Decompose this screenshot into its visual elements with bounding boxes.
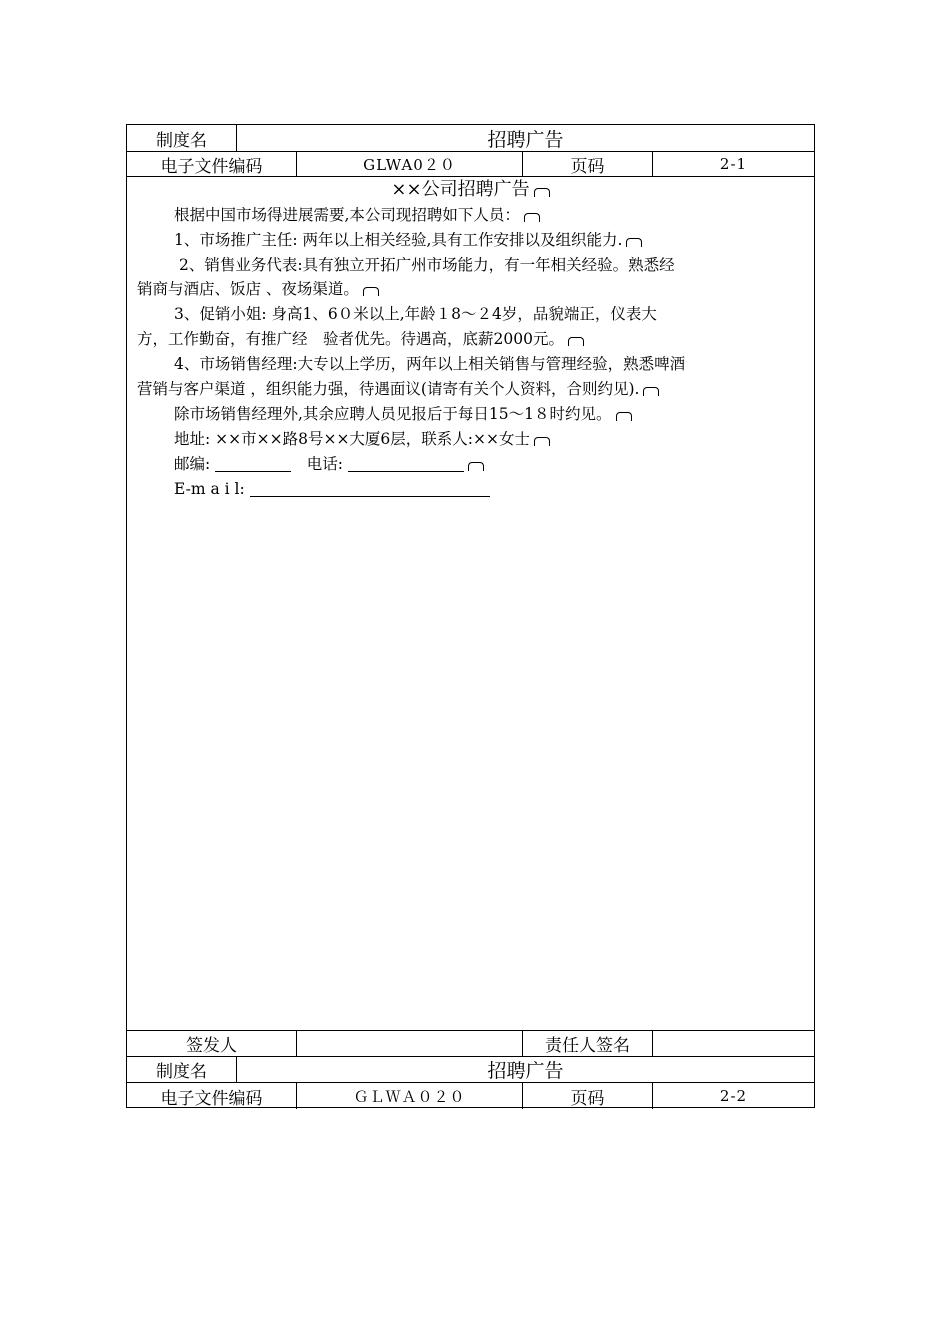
document-form	[126, 124, 815, 1108]
paragraph-mark-icon	[363, 287, 379, 296]
item-2-line-1: 2、销售业务代表:具有独立开拓广州市场能力，有一年相关经验。熟悉经	[179, 256, 675, 274]
file-code-label: 电子文件编码	[127, 152, 297, 176]
document-title: ××公司招聘广告	[127, 177, 814, 203]
note-paragraph: 除市场销售经理外,其余应聘人员见报后于每日15～1８时约见。	[137, 402, 806, 426]
signature-row	[127, 1031, 814, 1057]
item-1: 1、市场推广主任: 两年以上相关经验,具有工作安排以及组织能力.	[137, 228, 806, 252]
item-3-line-1: 3、促销小姐: 身高1、6０米以上,年龄１8～２4岁，品貌端正，仪表大	[174, 305, 657, 323]
paragraph-mark-icon	[534, 188, 550, 197]
footer-system-name-value: 招聘广告	[487, 1060, 564, 1082]
responsible-value	[653, 1031, 814, 1056]
footer-file-code-label: 电子文件编码	[127, 1083, 297, 1109]
paragraph-mark-icon	[534, 437, 550, 446]
item-2-line-2: 销商与酒店、饭店 、夜场渠道。	[137, 277, 806, 301]
email-blank	[250, 482, 490, 497]
footer-page-value: 2-2	[719, 1087, 748, 1105]
paragraph-mark-icon	[468, 462, 484, 471]
intro-paragraph: 根据中国市场得进展需要,本公司现招聘如下人员：	[137, 203, 806, 227]
header-row-file-code	[127, 152, 814, 177]
paragraph-mark-icon	[568, 337, 584, 346]
item-3-line-2: 方，工作勤奋，有推广经 验者优先。待遇高，底薪2000元。	[137, 327, 806, 351]
page-label: 页码	[523, 152, 653, 176]
paragraph-mark-icon	[524, 213, 540, 222]
page-value: 2-1	[719, 155, 748, 173]
footer-system-name-label: 制度名	[127, 1057, 237, 1082]
paragraph-mark-icon	[616, 412, 632, 421]
issuer-label: 签发人	[127, 1031, 297, 1056]
system-name-value: 招聘广告	[487, 128, 564, 151]
footer-row-file-code	[127, 1083, 814, 1109]
issuer-value	[297, 1031, 523, 1056]
footer-row-system-name	[127, 1057, 814, 1083]
email-line: E-m a i l:	[137, 477, 806, 501]
postcode-blank	[215, 457, 291, 472]
footer-page-label: 页码	[523, 1083, 653, 1109]
paragraph-mark-icon	[626, 238, 642, 247]
contact-line: 邮编: 电话:	[137, 452, 806, 476]
footer-file-code-value: ＧＬＷＡ０２０	[297, 1083, 523, 1109]
item-4-line-2: 营销与客户渠道 ，组织能力强，待遇面议(请寄有关个人资料，合则约见).	[137, 377, 806, 401]
file-code-value: GLWA0２０	[297, 152, 523, 176]
phone-blank	[348, 457, 464, 472]
responsible-label: 责任人签名	[523, 1031, 653, 1056]
address-line: 地址: ××市××路8号××大厦6层，联系人:××女士	[137, 427, 806, 451]
item-4-line-1: 4、市场销售经理:大专以上学历，两年以上相关销售与管理经验，熟悉啤酒	[174, 355, 686, 373]
document-body	[127, 177, 814, 1031]
system-name-label: 制度名	[127, 125, 237, 151]
header-row-system-name	[127, 125, 814, 152]
paragraph-mark-icon	[643, 387, 659, 396]
